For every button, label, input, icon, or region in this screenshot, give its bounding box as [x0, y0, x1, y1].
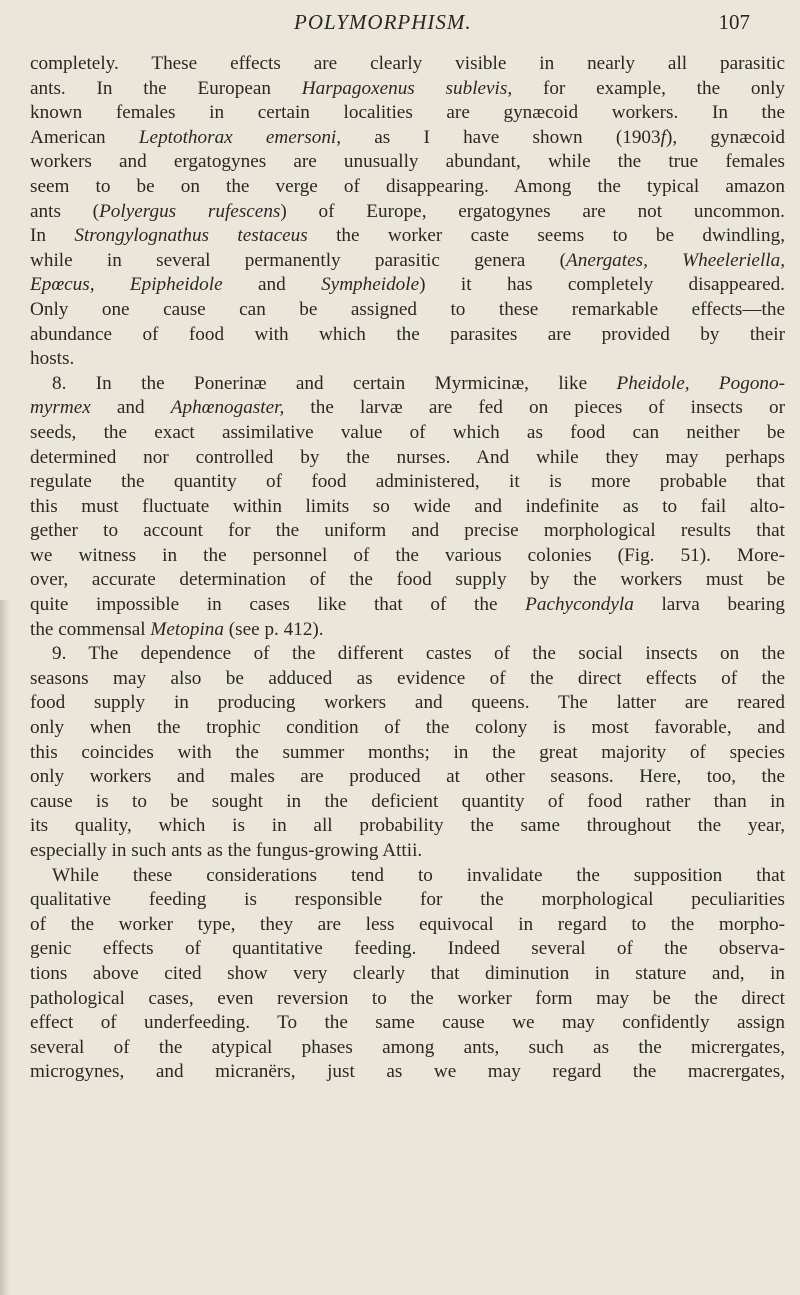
text-line — [30, 150, 785, 175]
text-span: ) of Europe, ergatogynes are not uncommon. — [280, 200, 785, 222]
text-line — [30, 77, 785, 102]
text-line — [30, 224, 785, 249]
italic-span: Pheidole, Pogono- — [616, 372, 785, 394]
text-line — [30, 716, 785, 741]
text-line — [30, 323, 785, 348]
text-span: for example, the only — [512, 77, 785, 99]
text-span: especially in such ants as the fungus-growing Attii. — [30, 840, 423, 861]
text-line — [30, 814, 785, 839]
text-line — [30, 298, 785, 323]
text-line — [30, 618, 785, 643]
text-span: abundance of food with which the parasites are provided by their — [30, 323, 785, 345]
text-line — [30, 52, 785, 77]
text-span: ) it has completely disappeared. — [419, 274, 785, 296]
italic-span: Harpagoxenus sublevis, — [301, 77, 513, 99]
text-line — [30, 765, 785, 790]
text-line — [30, 347, 785, 372]
italic-span: Epœcus, Epipheidole — [30, 274, 223, 296]
text-line — [30, 888, 785, 913]
text-span: genic effects of quantitative feeding. Indeed several of the observa- — [30, 938, 785, 960]
text-line — [30, 1036, 785, 1061]
text-span: While these considerations tend to invalidate the supposition that — [52, 864, 785, 886]
text-line — [30, 741, 785, 766]
text-line — [30, 962, 785, 987]
text-span: tions above cited show very clearly that diminution in stature and, in — [30, 962, 785, 984]
text-span: ants. In the European — [30, 77, 302, 99]
text-span: qualitative feeding is responsible for the morphological peculiarities — [30, 889, 785, 911]
text-span: completely. These effects are clearly visible in nearly all parasitic — [30, 53, 785, 74]
text-span: and — [222, 274, 322, 296]
text-line — [30, 249, 785, 274]
italic-span: Metopina — [150, 618, 224, 640]
text-span: pathological cases, even reversion to the worker form may be the direct — [30, 987, 785, 1009]
italic-span: myrmex — [30, 397, 91, 419]
italic-span: Leptothorax emersoni, — [138, 126, 342, 148]
text-line — [30, 1011, 785, 1036]
text-span: of the worker type, they are less equivocal in regard to the morpho- — [30, 913, 785, 935]
text-span: effect of underfeeding. To the same cause we may confidently assign — [30, 1012, 785, 1034]
text-span: ), gynæcoid — [665, 126, 785, 148]
running-head — [0, 10, 800, 40]
page-number: 107 — [718, 10, 750, 34]
text-span: quite impossible in cases like that of the — [30, 594, 526, 616]
text-line — [30, 642, 785, 667]
text-span: Only one cause can be assigned to these remarkable effects—the — [30, 298, 785, 320]
text-span: hosts. — [30, 348, 75, 370]
italic-span: Strongylognathus testaceus — [74, 225, 308, 247]
text-span: we witness in the personnel of the various colonies (Fig. 51). More- — [30, 544, 785, 566]
text-line — [30, 446, 785, 471]
italic-span: Aphœnogaster, — [170, 397, 285, 419]
italic-span: Pachycondyla — [525, 594, 634, 616]
text-span: American — [30, 126, 139, 148]
text-span: food supply in producing workers and queens. The latter are reared — [30, 692, 785, 714]
text-span: the commensal — [30, 618, 151, 640]
text-span: 8. In the Ponerinæ and certain Myrmicinæ, like — [52, 372, 617, 394]
running-head-title: POLYMORPHISM. — [294, 10, 472, 34]
italic-span: Sympheidole — [321, 274, 420, 296]
text-span: 9. The dependence of the different castes of the social insects on the — [52, 643, 785, 665]
text-span: the worker caste seems to be dwindling, — [307, 225, 785, 247]
text-span: gether to account for the uniform and precise morphological results that — [30, 520, 785, 542]
text-span: only workers and males are produced at other seasons. Here, too, the — [30, 766, 785, 788]
text-span: seasons may also be adduced as evidence of the direct effects of the — [30, 667, 785, 689]
text-line — [30, 519, 785, 544]
text-line — [30, 937, 785, 962]
italic-span: Polyergus rufescens — [99, 200, 281, 222]
text-span: ants ( — [30, 200, 100, 222]
body-text — [30, 52, 785, 1085]
text-line — [30, 839, 785, 864]
italic-span: f — [660, 126, 666, 148]
text-span: cause is to be sought in the deficient quantity of food rather than in — [30, 790, 785, 812]
text-line — [30, 175, 785, 200]
text-span: known females in certain localities are gynæcoid workers. In the — [30, 102, 785, 124]
text-span: this coincides with the summer months; in the great majority of species — [30, 741, 785, 763]
text-line — [30, 396, 785, 421]
text-line — [30, 864, 785, 889]
text-line — [30, 544, 785, 569]
text-line — [30, 495, 785, 520]
text-line — [30, 667, 785, 692]
text-line — [30, 273, 785, 298]
text-span: (see p. 412). — [223, 618, 324, 640]
text-span: as I have shown (1903 — [341, 126, 661, 148]
text-span: seem to be on the verge of disappearing. Among the typical amazon — [30, 175, 785, 197]
text-line — [30, 470, 785, 495]
text-span: this must fluctuate within limits so wide and indefinite as to fail alto- — [30, 495, 785, 517]
text-span: larva bearing — [633, 594, 786, 616]
binding-shadow — [0, 600, 10, 1295]
text-line — [30, 101, 785, 126]
text-line — [30, 691, 785, 716]
text-line — [30, 913, 785, 938]
text-span: determined nor controlled by the nurses. And while they may perhaps — [30, 446, 785, 468]
text-span: only when the trophic condition of the colony is most favorable, and — [30, 717, 785, 739]
text-line — [30, 790, 785, 815]
text-span: In — [30, 225, 75, 247]
text-line — [30, 568, 785, 593]
text-span: regulate the quantity of food administered, it is more probable that — [30, 471, 785, 493]
text-span: seeds, the exact assimilative value of which as food can neither be — [30, 421, 785, 443]
text-span: and — [90, 397, 171, 419]
text-line — [30, 200, 785, 225]
text-span: the larvæ are fed on pieces of insects or — [284, 397, 785, 419]
text-span: microgynes, and micranërs, just as we may regard the macrergates, — [30, 1061, 785, 1083]
text-span: several of the atypical phases among ants, such as the micrergates, — [30, 1036, 785, 1058]
text-span: over, accurate determination of the food supply by the workers must be — [30, 569, 785, 591]
text-line — [30, 593, 785, 618]
text-line — [30, 421, 785, 446]
text-span: workers and ergatogynes are unusually abundant, while the true females — [30, 151, 785, 173]
text-line — [30, 372, 785, 397]
text-span: its quality, which is in all probability the same throughout the year, — [30, 815, 785, 837]
text-line — [30, 1060, 785, 1085]
text-line — [30, 987, 785, 1012]
italic-span: Anergates, Wheeleriella, — [566, 249, 785, 271]
text-line — [30, 126, 785, 151]
text-span: while in several permanently parasitic genera ( — [30, 249, 566, 271]
